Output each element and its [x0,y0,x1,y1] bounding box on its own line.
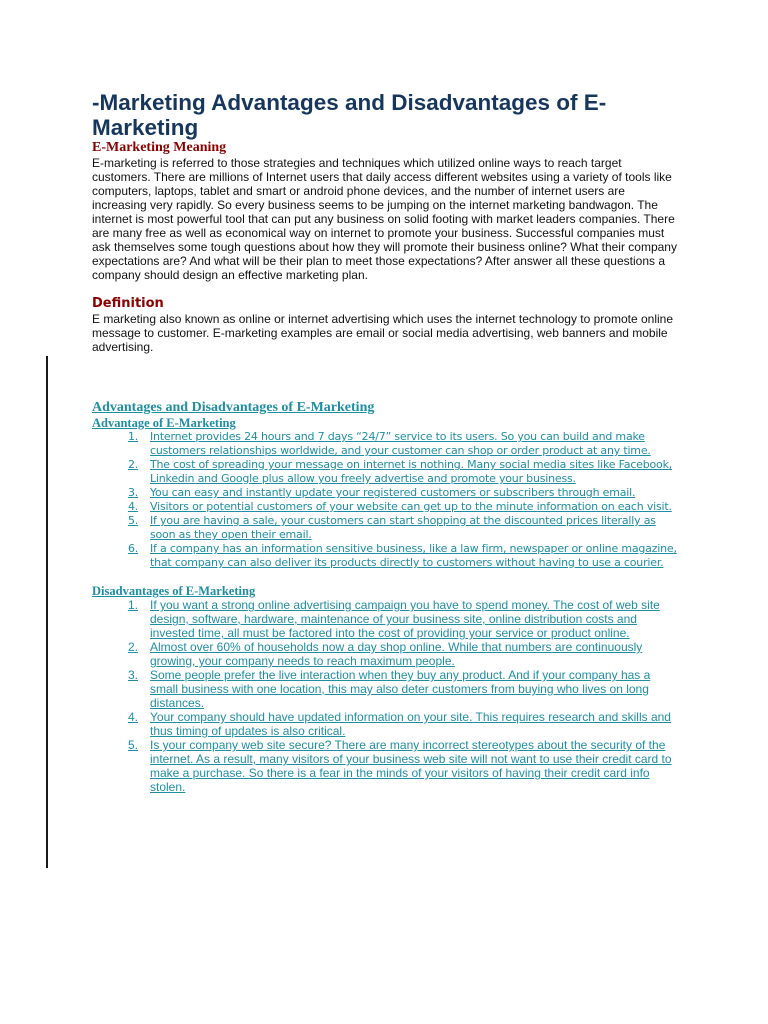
list-item[interactable]: 3. You can easy and instantly update your registered customers or subscribers through email. [128,486,636,499]
list-item[interactable]: 6. If a company has an information sensitive business, like a law firm, newspaper or online magazine, that company can also deliver its products directly to customers without having to use a courier. [128,542,677,569]
meaning-paragraph: E-marketing is referred to those strategies and techniques which utilized online ways to reach target customers. There are millions of Internet users that daily access different websites using a variety of tools like computers, laptops, tablet and smart or android phone devices, and the number of internet users are increasing very rapidly. So every business seems to be jumping on the internet marketing bandwagon. The internet is most powerful tool that can put any business on solid footing with market leaders companies. There are many free as well as economical way on internet to promote your business. Successful companies must ask themselves some tough questions about how they will promote their business online? What their company expectations are? And what will be their plan to meet those expectations? After answer all these questions a company should design an effective marketing plan. [92,156,677,282]
list-item[interactable]: 4. Your company should have updated information on your site. This requires research and skills and thus timing of updates is also critical. [128,710,671,738]
document-content [92,90,680,794]
list-item[interactable]: 5. If you are having a sale, your customers can start shopping at the discounted prices literally as soon as they open their email. [128,514,656,541]
list-item[interactable]: 3. Some people prefer the live interaction when they buy any product. And if your company has a small business with one location, this may also deter customers from buying who lives on long distances. [128,668,651,710]
list-item[interactable]: 4. Visitors or potential customers of your website can get up to the minute information on each visit. [128,500,672,513]
list-item[interactable]: 1. Internet provides 24 hours and 7 days “24/7” service to its users. So you can build and make customers relationships worldwide, and your customer can shop or order product at any time. [128,430,651,457]
list-item[interactable]: 1. If you want a strong online advertising campaign you have to spend money. The cost of web site design, software, hardware, maintenance of your business site, online distribution costs and invested time, all must be factored into the cost of providing your service or product online. [128,598,660,640]
disadvantage-heading[interactable]: Disadvantages of E-Marketing [92,584,256,598]
list-item[interactable]: 2. The cost of spreading your message on internet is nothing. Many social media sites like Facebook, Linkedin and Google plus allow you freely advertise and promote your business. [128,458,673,485]
page-title: -Marketing Advantages and Disadvantages of E-Marketing [92,90,607,140]
adv-dis-heading[interactable]: Advantages and Disadvantages of E-Marketing [92,400,375,415]
meaning-heading: E-Marketing Meaning [92,140,227,155]
advantage-heading[interactable]: Advantage of E-Marketing [92,416,236,430]
list-item[interactable]: 2. Almost over 60% of households now a day shop online. While that numbers are continuously growing, your company needs to reach maximum people. [128,640,643,668]
advantages-list [92,430,680,570]
margin-change-bar [46,356,48,868]
disadvantages-list [92,598,680,794]
definition-paragraph: E marketing also known as online or internet advertising which uses the internet technology to promote online message to customer. E-marketing examples are email or social media advertising, web banners and mobile advertising. [92,312,673,354]
definition-heading: Definition [92,296,164,311]
list-item[interactable]: 5. Is your company web site secure? There are many incorrect stereotypes about the security of the internet. As a result, many visitors of your business web site will not want to use their credit card to make a purchase. So there is a fear in the minds of your visitors of having their credit card info stolen. [128,738,672,794]
